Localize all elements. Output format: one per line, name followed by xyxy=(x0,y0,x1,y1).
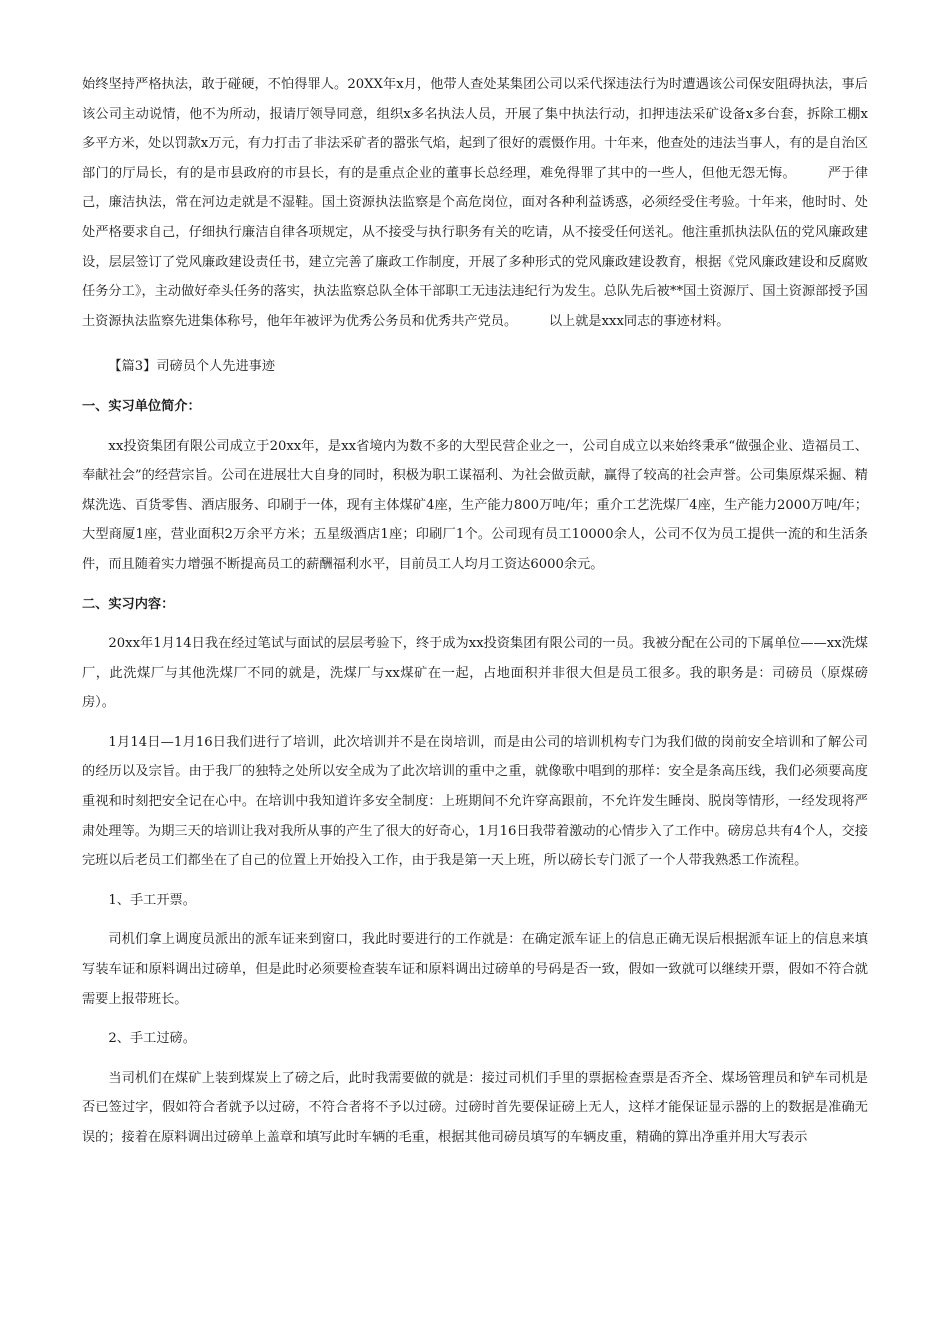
document-content xyxy=(82,70,868,1153)
continued-text-part1: 始终坚持严格执法，敢于碰硬，不怕得罪人。20XX年x月，他带人查处某集团公司以采代探违法行为时遭遇该公司保安阻碍执法，事后该公司主动说情，他不为所动，报请厅领导同意，组织x多名执法人员，开展了集中执法行动，扣押违法采矿设备x多台套，拆除工棚x多平方米，处以罚款x万元，有力打击了非法采矿者的嚣张气焰，起到了很好的震慑作用。十年来，他查处的违法当事人，有的是自治区部门的厅局长，有的是市县政府的市县长，有的是重点企业的董事长总经理，难免得罪了其中的一些人，但他无怨无悔。 xyxy=(82,77,868,181)
continued-text-part3: 以上就是xxx同志的事迹材料。 xyxy=(548,313,730,329)
item-2-body: 当司机们在煤矿上装到煤炭上了磅之后，此时我需要做的就是：接过司机们手里的票据检查票是否齐全、煤场管理员和铲车司机是否已签过字，假如符合者就予以过磅，不符合者将不予以过磅。过磅时首先要保证磅上无人，这样才能保证显示器的上的数据是准确无误的；接着在原料调出过磅单上盖章和填写此时车辆的毛重，根据其他司磅员填写的车辆皮重，精确的算出净重并用大写表示 xyxy=(82,1070,868,1145)
article-title: 【篇3】司磅员个人先进事迹 xyxy=(108,359,276,375)
unit-intro-paragraph: xx投资集团有限公司成立于20xx年，是xx省境内为数不多的大型民营企业之一，公司自成立以来始终秉承“做强企业、造福员工、奉献社会”的经营宗旨。公司在进展壮大自身的同时，积极为职工谋福利、为社会做贡献，赢得了较高的社会声誉。公司集原煤采掘、精煤洗选、百货零售、酒店服务、印刷于一体，现有主体煤矿4座，生产能力800万吨/年；重介工艺洗煤厂4座，生产能力2000万吨/年；大型商厦1座，营业面积2万余平方米；五星级酒店1座；印刷厂1个。公司现有员工10000余人，公司不仅为员工提供一流的和生活条件，而且随着实力增强不断提高员工的薪酬福利水平，目前员工人均月工资达6000余元。 xyxy=(82,438,868,572)
section-heading-content: 二、实习内容： xyxy=(82,596,175,612)
item-1-title: 1、手工开票。 xyxy=(108,892,196,908)
content-paragraph-2: 1月14日—1月16日我们进行了培训，此次培训并不是在岗培训，而是由公司的培训机构专门为我们做的岗前安全培训和了解公司的经历以及宗旨。由于我厂的独特之处所以安全成为了此次培训的重中之重，就像歌中唱到的那样：安全是条高压线，我们必须要高度重视和时刻把安全记在心中。在培训中我知道许多安全制度：上班期间不允许穿高跟前，不允许发生睡岗、脱岗等情形，一经发现将严肃处理等。为期三天的培训让我对我所从事的产生了很大的好奇心，1月16日我带着激动的心情步入了工作中。磅房总共有4个人，交接完班以后老员工们都坐在了自己的位置上开始投入工作，由于我是第一天上班，所以磅长专门派了一个人带我熟悉工作流程。 xyxy=(82,734,868,869)
continued-text-part2: 严于律己，廉洁执法，常在河边走就是不湿鞋。国土资源执法监察是个高危岗位，面对各种利益诱惑，必须经受住考验。十年来，他时时、处处严格要求自己，仔细执行廉洁自律各项规定，从不接受与执行职务有关的吃请，从不接受任何送礼。他注重抓执法队伍的党风廉政建设，层层签订了党风廉政建设责任书，建立完善了廉政工作制度，开展了多种形式的党风廉政建设教育，根据《党风廉政建设和反腐败任务分工》，主动做好牵头任务的落实，执法监察总队全体干部职工无违法违纪行为发生。总队先后被**国土资源厅、国土资源部授予国土资源执法监察先进集体称号，他年年被评为优秀公务员和优秀共产党员。 xyxy=(82,165,869,329)
section-heading-unit-intro: 一、实习单位简介： xyxy=(82,398,201,414)
item-2-title: 2、手工过磅。 xyxy=(108,1031,196,1047)
continued-paragraph xyxy=(82,70,868,336)
content-paragraph-1: 20xx年1月14日我在经过笔试与面试的层层考验下，终于成为xx投资集团有限公司的一员。我被分配在公司的下属单位——xx洗煤厂，此洗煤厂与其他洗煤厂不同的就是，洗煤厂与xx煤矿在一起，占地面积并非很大但是员工很多。我的职务是：司磅员（原煤磅房）。 xyxy=(82,636,868,711)
item-1-body: 司机们拿上调度员派出的派车证来到窗口，我此时要进行的工作就是：在确定派车证上的信息正确无误后根据派车证上的信息来填写装车证和原料调出过磅单，但是此时必须要检查装车证和原料调出过磅单的号码是否一致，假如一致就可以继续开票，假如不符合就需要上报带班长。 xyxy=(82,932,868,1007)
